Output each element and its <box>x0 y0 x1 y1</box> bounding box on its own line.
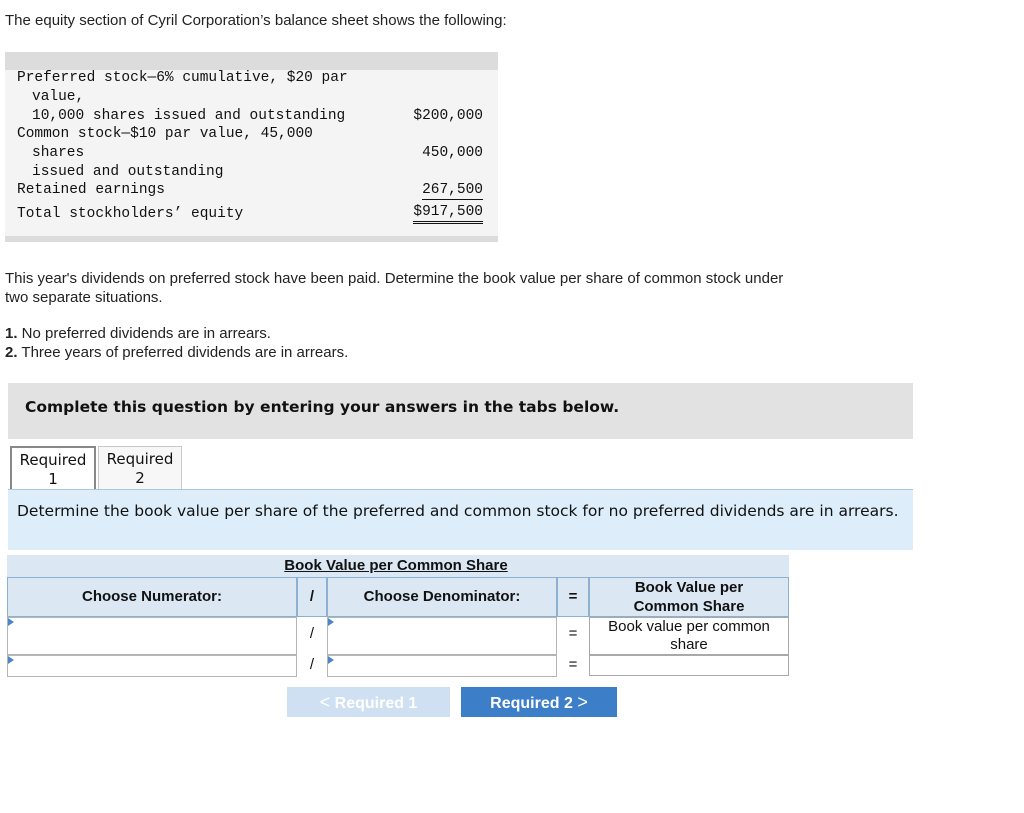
row1-denominator-input[interactable] <box>327 617 557 655</box>
equals-header: = <box>557 577 589 617</box>
previous-required-button[interactable] <box>287 687 450 717</box>
row2-equals: = <box>568 656 578 673</box>
result-header-line-2: Common Share <box>633 598 745 615</box>
dropdown-marker-icon <box>8 618 14 626</box>
tab-required-1-number: 1 <box>48 470 58 488</box>
preferred-line-2: value, <box>32 89 85 105</box>
common-line-2: shares <box>32 145 85 161</box>
tab-required-1[interactable] <box>10 446 96 489</box>
row1-result <box>589 617 789 655</box>
numerator-header: Choose Numerator: <box>7 577 297 617</box>
result-header <box>589 577 789 617</box>
common-amount: 450,000 <box>422 145 483 161</box>
equity-top-band <box>5 52 498 70</box>
situation-1 <box>5 324 348 343</box>
chevron-right-icon: > <box>577 692 588 712</box>
row2-slash: / <box>309 656 315 673</box>
tab-required-1-label: Required <box>19 451 87 469</box>
tab-instruction <box>8 489 913 550</box>
situation-list <box>5 324 348 362</box>
total-equity-label: Total stockholders’ equity <box>17 206 244 222</box>
preferred-line-3: 10,000 shares issued and outstanding <box>32 108 346 124</box>
total-equity-amount: $917,500 <box>413 204 483 224</box>
banner-text: Complete this question by entering your answers in the tabs below. <box>25 398 620 416</box>
retained-earnings-amount: 267,500 <box>422 182 483 198</box>
tab-required-2[interactable] <box>98 446 182 489</box>
situation-1-number: 1. <box>5 325 18 342</box>
row2-result <box>589 655 789 676</box>
common-line-3: issued and outstanding <box>32 164 224 180</box>
row2-denominator-input[interactable] <box>327 655 557 677</box>
dropdown-marker-icon <box>328 656 334 664</box>
equity-bottom-band <box>5 236 498 242</box>
row1-equals: = <box>568 625 578 642</box>
dropdown-marker-icon <box>328 618 334 626</box>
table-caption-text: Book Value per Common Share <box>284 557 508 574</box>
preferred-amount: $200,000 <box>413 108 483 124</box>
preferred-line-1: Preferred stock—6% cumulative, $20 par <box>17 70 348 86</box>
slash-header: / <box>297 577 327 617</box>
row1-result-line-2: share <box>670 636 708 653</box>
result-header-line-1: Book Value per <box>634 579 744 596</box>
previous-required-label: Required 1 <box>334 695 418 712</box>
next-required-label: Required 2 <box>490 695 573 712</box>
row1-slash: / <box>309 625 315 642</box>
row1-numerator-input[interactable] <box>7 617 297 655</box>
tab-required-2-label: Required <box>106 450 174 468</box>
common-line-1: Common stock—$10 par value, 45,000 <box>17 126 313 142</box>
retained-earnings-label: Retained earnings <box>17 182 165 198</box>
instruction-banner <box>8 383 913 439</box>
chevron-left-icon: < <box>319 692 331 712</box>
situation-2-number: 2. <box>5 344 18 361</box>
instruction-text: Determine the book value per share of the preferred and common stock for no preferred dividends are in arrears. <box>17 502 899 520</box>
equity-section <box>5 52 498 242</box>
denominator-header: Choose Denominator: <box>327 577 557 617</box>
table-caption <box>7 555 789 577</box>
tab-required-2-number: 2 <box>135 469 145 487</box>
question-line-2: two separate situations. <box>5 289 163 306</box>
next-required-button[interactable] <box>461 687 617 717</box>
situation-2 <box>5 343 348 362</box>
row1-result-line-1: Book value per common <box>608 618 770 635</box>
question-text <box>5 269 783 307</box>
intro-text: The equity section of Cyril Corporation’s balance sheet shows the following: <box>5 12 507 29</box>
dropdown-marker-icon <box>8 656 14 664</box>
question-line-1: This year's dividends on preferred stock have been paid. Determine the book value per share of common stock under <box>5 270 784 287</box>
situation-2-text: Three years of preferred dividends are in arrears. <box>17 344 349 361</box>
situation-1-text: No preferred dividends are in arrears. <box>17 325 271 342</box>
row2-numerator-input[interactable] <box>7 655 297 677</box>
